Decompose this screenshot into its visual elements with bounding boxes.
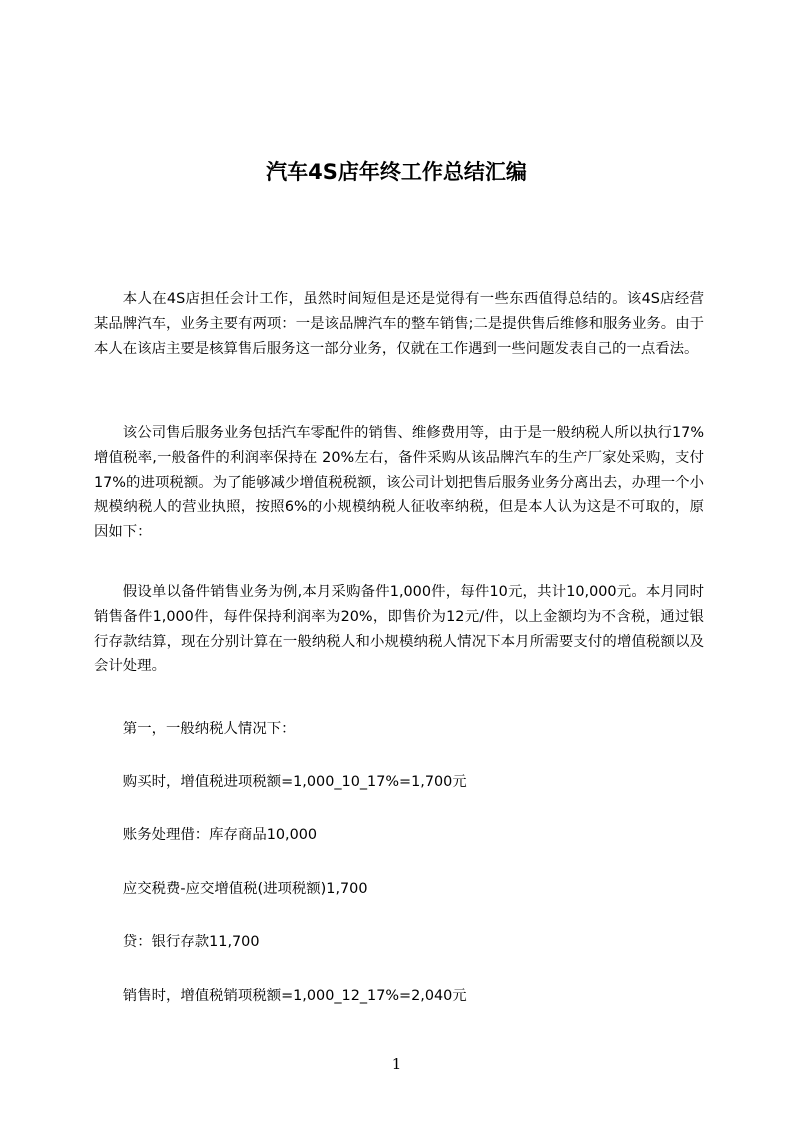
paragraph-intro: 本人在4S店担任会计工作，虽然时间短但是还是觉得有一些东西值得总结的。该4S店经营某品牌汽车，业务主要有两项：一是该品牌汽车的整车销售;二是提供售后维修和服务业务。由于本人在该店主要是核算售后服务这一部分业务，仅就在工作遇到一些问题发表自己的一点看法。 — [94, 291, 704, 357]
line-general-taxpayer-heading: 第一，一般纳税人情况下： — [122, 721, 296, 737]
document-title: 汽车4S店年终工作总结汇编 — [266, 160, 527, 185]
line-purchase-input-tax: 购买时，增值税进项税额=1,000_10_17%=1,700元 — [122, 774, 467, 790]
line-credit-bank-deposit: 贷：银行存款11,700 — [122, 934, 260, 950]
paragraph-service-business: 该公司售后服务业务包括汽车零配件的销售、维修费用等，由于是一般纳税人所以执行17%增值税率,一般备件的利润率保持在 20%左右，备件采购从该品牌汽车的生产厂家处采购，支付17%的进项税额。为了能够减少增值税税额，该公司计划把售后服务业务分离出去，办理一个小规模纳税人的营业执照，按照6%的小规模纳税人征收率纳税，但是本人认为这是不可取的，原因如下： — [94, 425, 704, 541]
line-debit-inventory: 账务处理借：库存商品10,000 — [122, 827, 318, 843]
line-sale-output-tax: 销售时，增值税销项税额=1,000_12_17%=2,040元 — [122, 988, 467, 1004]
page-number: 1 — [391, 1055, 402, 1073]
paragraph-example: 假设单以备件销售业务为例,本月采购备件1,000件，每件10元，共计10,000元。本月同时销售备件1,000件，每件保持利润率为20%，即售价为12元/件，以上金额均为不含税，通过银行存款结算，现在分别计算在一般纳税人和小规模纳税人情况下本月所需要支付的增值税额以及会计处理。 — [94, 584, 704, 675]
line-tax-payable: 应交税费-应交增值税(进项税额)1,700 — [122, 881, 368, 897]
